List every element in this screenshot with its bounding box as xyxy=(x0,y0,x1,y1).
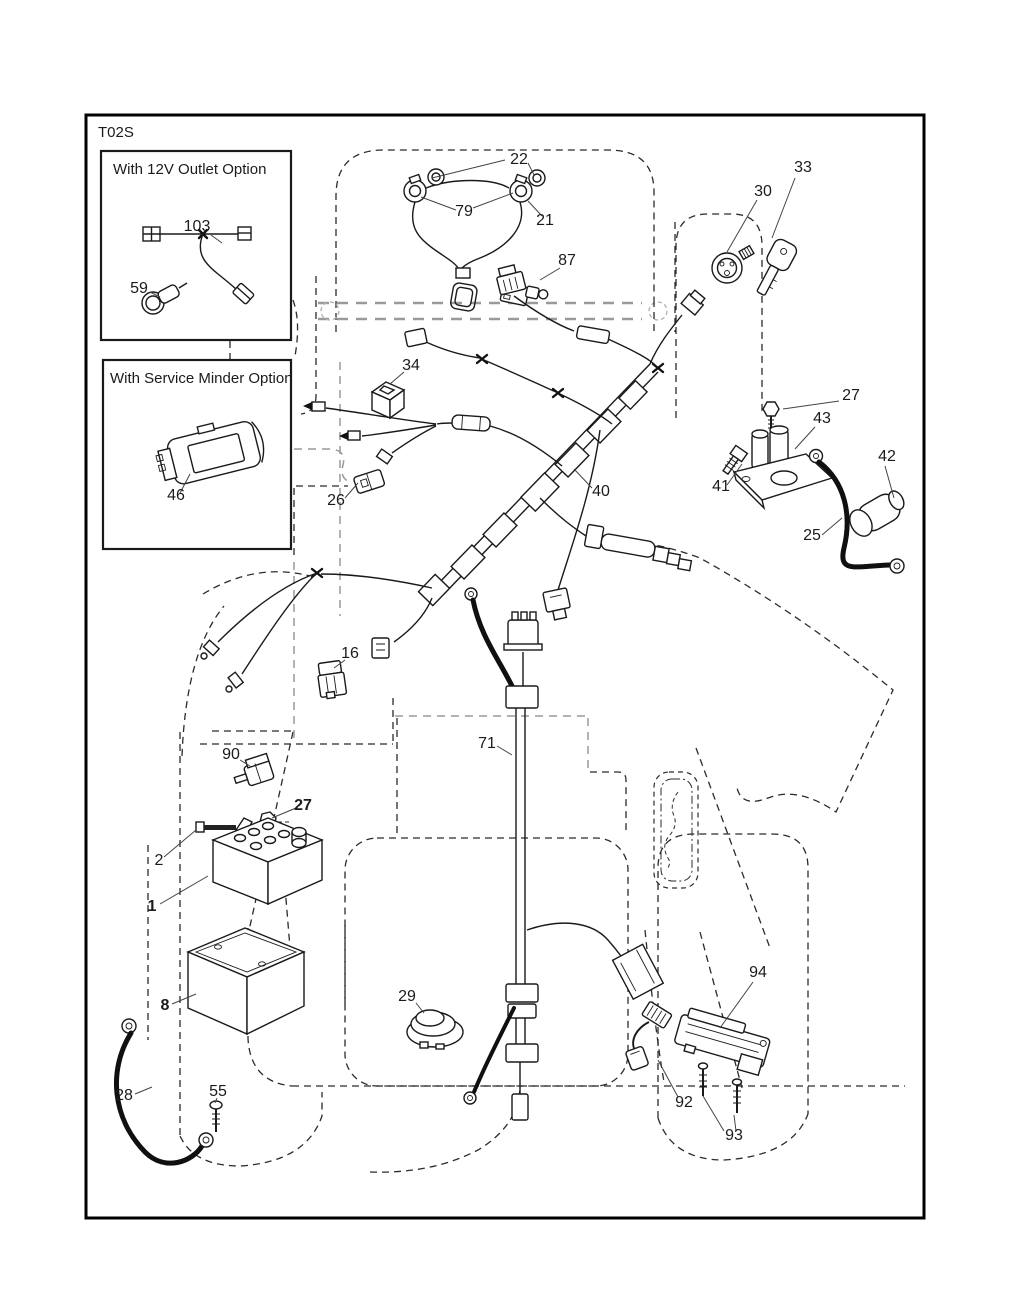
part-label-93-leader xyxy=(703,1096,724,1131)
part-label-27-solenoid-leader xyxy=(783,401,839,409)
solenoid-43 xyxy=(734,426,832,508)
part-label-30: 30 xyxy=(754,183,772,200)
ignition-key xyxy=(751,237,799,299)
part-label-41: 41 xyxy=(712,478,730,495)
part-label-16: 16 xyxy=(341,645,359,662)
part-label-90: 90 xyxy=(222,746,240,763)
part-label-46: 46 xyxy=(167,487,185,504)
battery-group xyxy=(196,812,322,904)
part-label-22: 22 xyxy=(510,151,528,168)
part-label-22-leader xyxy=(432,160,505,178)
part-label-79-leader xyxy=(421,197,456,210)
part-label-8: 8 xyxy=(160,997,170,1014)
part-label-94: 94 xyxy=(749,964,767,981)
diagram-code: T02S xyxy=(98,124,134,141)
part-label-40: 40 xyxy=(592,483,610,500)
connector-92 xyxy=(625,1001,672,1071)
inset-12v-title: With 12V Outlet Option xyxy=(113,161,267,178)
inset-12v-outlet-option xyxy=(101,151,291,340)
fuse-26 xyxy=(353,469,385,494)
seat-bracket xyxy=(613,944,664,999)
part-label-79: 79 xyxy=(455,203,473,220)
part-label-30-leader xyxy=(727,200,757,252)
module-94 xyxy=(672,1006,773,1076)
part-label-27-solenoid: 27 xyxy=(842,387,860,404)
part-label-28: 28 xyxy=(115,1087,133,1104)
inset-service-minder-option xyxy=(103,360,293,549)
part-label-55: 55 xyxy=(209,1083,227,1100)
part-label-71-leader xyxy=(497,746,512,755)
seat-switch-connector xyxy=(504,612,542,650)
part-label-43-leader xyxy=(795,427,815,449)
battery xyxy=(213,818,322,904)
module-group xyxy=(625,1001,773,1113)
part-label-87: 87 xyxy=(558,252,576,269)
part-label-28-leader xyxy=(135,1087,152,1094)
solenoid-nut-27 xyxy=(763,402,779,416)
part-label-92: 92 xyxy=(675,1094,693,1111)
harness-loop xyxy=(450,282,478,312)
connector-16 xyxy=(316,660,347,699)
part-label-25-leader xyxy=(822,518,842,535)
part-label-93: 93 xyxy=(725,1127,743,1144)
shifter-gate-outline xyxy=(654,772,698,888)
fuse-assembly xyxy=(583,524,694,570)
part-label-59: 59 xyxy=(130,280,148,297)
part-label-26: 26 xyxy=(327,492,345,509)
part-label-1: 1 xyxy=(147,898,157,915)
part-label-25: 25 xyxy=(803,527,821,544)
screws-93 xyxy=(699,1063,742,1113)
part-label-33-leader xyxy=(772,178,795,238)
part-label-87-leader xyxy=(540,268,560,280)
battery-box xyxy=(188,928,304,1034)
rocker-switch-34 xyxy=(372,382,404,418)
part-label-21: 21 xyxy=(536,212,554,229)
part-label-34: 34 xyxy=(402,357,420,374)
part-label-42: 42 xyxy=(878,448,896,465)
headlight-bulb-right xyxy=(529,170,545,186)
cap-29 xyxy=(407,1010,463,1049)
headlight-connector xyxy=(456,268,470,278)
part-label-2: 2 xyxy=(154,852,164,869)
part-label-92-leader xyxy=(658,1060,678,1097)
ignition-switch xyxy=(712,246,754,283)
battery-bolt-2 xyxy=(196,822,236,832)
part-label-26-leader xyxy=(345,483,358,498)
inset-service-minder-title: With Service Minder Option xyxy=(110,370,293,387)
branch-connector xyxy=(372,638,389,658)
part-label-71: 71 xyxy=(478,735,496,752)
part-label-27-battery: 27 xyxy=(294,797,312,814)
screw-55 xyxy=(210,1101,222,1132)
part-label-43: 43 xyxy=(813,410,831,427)
part-label-33: 33 xyxy=(794,159,812,176)
part-label-29: 29 xyxy=(398,988,416,1005)
part-label-103: 103 xyxy=(183,218,211,235)
part-label-29-leader xyxy=(416,1003,424,1013)
part-label-1-leader xyxy=(160,876,208,904)
part-label-27-battery-leader xyxy=(272,808,296,818)
part-label-40-leader xyxy=(574,469,592,488)
terminal-cover-42 xyxy=(845,487,910,540)
part-label-79-leader xyxy=(473,193,513,208)
